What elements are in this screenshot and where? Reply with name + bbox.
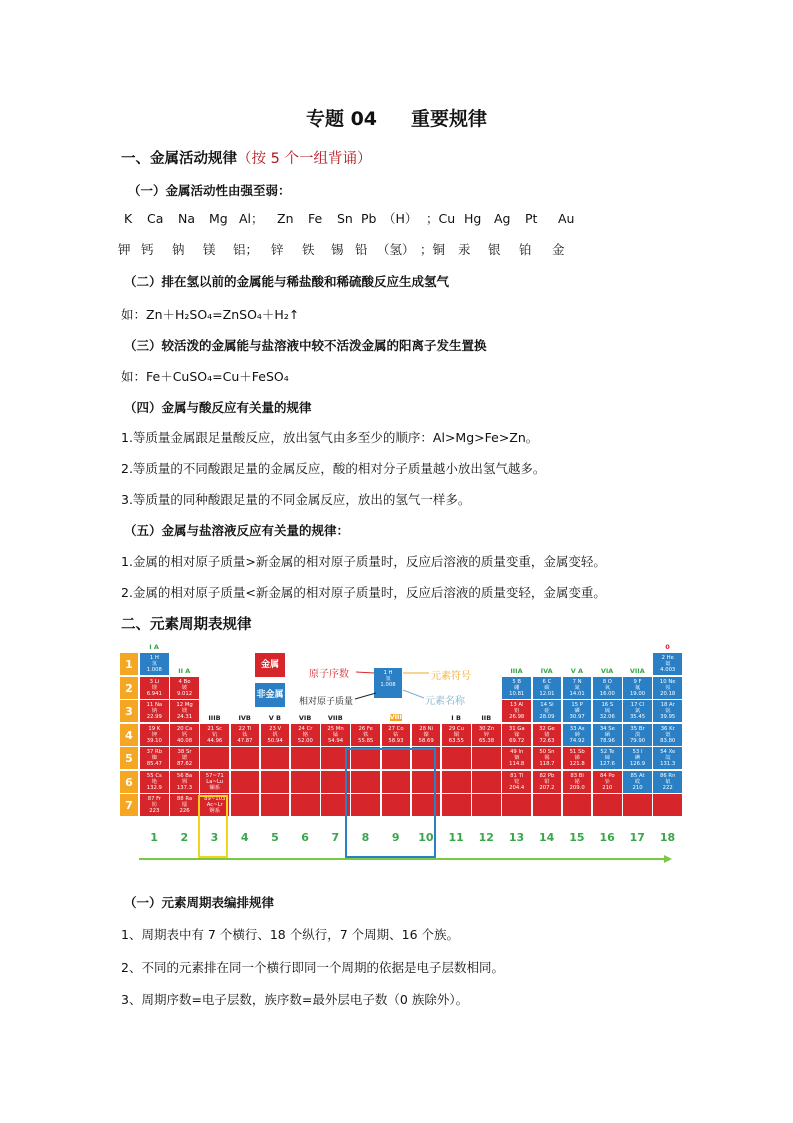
period-number: 5 [119,746,139,770]
element-c: 砷 [574,731,580,738]
names-10: ；铜 [420,242,446,257]
element-n: 6 C [542,678,552,685]
element-m: 55.85 [358,737,374,744]
s1-3-example: 如：Fe＋CuSO₄=Cu＋FeSO₄ [121,369,289,384]
element-m: 131.3 [660,761,676,768]
element-c: 硒 [604,731,610,738]
element-c: 铍 [181,684,188,691]
element-m: 58.69 [418,737,434,744]
element-n: 35 Br [630,725,645,732]
names-1: 钙 [141,242,154,257]
section1-note: （按 5 个一组背诵） [237,151,372,167]
element-n: 56 Ba [176,772,193,779]
element-n: 31 Ga [508,725,525,732]
group-number: 9 [391,830,400,844]
element-m: 209.0 [569,784,585,791]
element-c: 钪 [212,731,218,738]
element-c: 氩 [665,708,671,715]
s1-4-item-3: 3.等质量的同种酸跟足量的不同金属反应，放出的氢气一样多。 [121,492,471,507]
element-n: 38 Sr [177,749,192,755]
element-c: 镁 [181,708,188,715]
element-c: 锰 [332,731,339,738]
legend-name: 元素名称 [425,696,465,707]
element-c: 钡 [181,778,188,785]
element-m: 126.9 [629,761,646,768]
names-14: 金 [552,242,565,257]
element-m: 16.00 [599,690,615,697]
group-number: 10 [418,830,434,844]
element-c: 铜 [453,731,459,738]
symbols-11: Hg [464,211,482,226]
group-header: V B [268,713,282,722]
element-m: 22.99 [146,714,162,721]
legend-sample-top: 1 H [383,670,393,676]
element-m: 121.8 [569,761,585,768]
element-n: 83 Bi [570,772,584,779]
s1-3-heading: （三）较活泼的金属能与盐溶液中较不活泼金属的阳离子发生置换 [124,338,487,353]
element-c: 镓 [514,731,520,738]
element-n: 16 S [601,702,614,708]
element-c: 铯 [151,778,157,785]
element-n: 11 Na [146,702,163,708]
element-m: 39.95 [660,714,676,721]
element-m: 74.92 [569,737,585,744]
element-c: 氡 [665,778,671,785]
names-7: 锡 [331,242,344,257]
s1-5-item-2: 2.金属的相对原子质量<新金属的相对原子质量时，反应后溶液的质量变轻，金属变重。 [121,585,606,600]
element-n: 18 Ar [660,702,675,708]
symbols-10: ；Cu [426,211,456,226]
period-number: 3 [119,699,139,723]
group-header: VIIB [327,713,343,722]
element-c: 铅 [544,778,550,785]
element-n: 14 Si [540,702,554,708]
group-number: 18 [659,830,676,844]
element-c: 铟 [514,755,520,762]
element-m: 35.45 [629,714,646,721]
element-m: 226 [179,808,190,815]
symbols-9: （H） [383,211,418,226]
element-c: 锡 [544,755,550,762]
element-c: 铬 [302,731,308,738]
element-n: 57~71 [205,772,224,779]
element-n: 50 Sn [539,749,555,755]
element-n: 22 Ti [238,725,252,732]
element-c: 钙 [181,731,188,738]
group-header: IIB [481,713,492,722]
element-n: 3 Li [149,678,160,685]
element-m: 6.941 [146,690,162,697]
element-c: 砹 [634,778,641,785]
element-n: 28 Ni [419,725,434,732]
element-n: 2 He [661,655,674,661]
group-number: 17 [629,830,645,844]
element-m: 132.9 [146,784,162,791]
s2-1-item-3: 3、周期序数=电子层数，族序数=最外层电子数（0 族除外）。 [121,992,469,1007]
element-m: 50.94 [267,737,283,744]
element-n: 13 Al [509,702,524,708]
activity-names-row [118,240,580,258]
element-n: 25 Mn [327,725,344,732]
group-number: 13 [508,830,525,844]
element-m: 127.6 [599,761,615,768]
element-c: 溴 [634,731,641,738]
group-header: VIIA [629,666,645,675]
element-c: 硫 [604,708,610,715]
s1-5-item-1: 1.金属的相对原子质量>新金属的相对原子质量时，反应后溶液的质量变重，金属变轻。 [121,554,606,569]
element-c: 氧 [604,684,610,691]
element-m: 54.94 [327,737,344,744]
element-m: 223 [149,808,160,815]
group-header: IIIA [510,666,523,675]
group-header: VIII [389,712,402,721]
element-c: La~Lu [206,778,224,785]
s2-1-heading: （一）元素周期表编排规律 [124,895,275,910]
symbols-5: Zn [277,211,294,226]
element-n: 49 In [510,749,524,755]
element-m: 4.003 [660,667,676,674]
names-13: 铂 [519,242,532,257]
element-m: 118.7 [539,761,555,768]
element-m: 69.72 [509,737,525,744]
element-n: 32 Ge [539,725,555,732]
element-m: 44.96 [207,737,223,744]
period-number: 1 [119,652,139,676]
s1-2-heading: （二）排在氢以前的金属能与稀盐酸和稀硫酸反应生成氢气 [124,274,450,289]
element-n: 15 P [571,702,583,708]
symbols-14: Au [558,211,575,226]
element-n: 1 H [149,655,159,661]
element-n: 88 Ra [176,796,193,802]
s1-1-heading: （一）金属活动性由强至弱： [128,183,291,198]
element-c: 氖 [665,684,671,691]
names-9: （氢） [377,242,415,257]
element-m: 24.31 [176,714,193,721]
element-c: 镍 [423,731,429,738]
group-number: 3 [210,830,219,844]
element-c: 磷 [574,708,580,715]
element-n: 82 Pb [539,772,555,779]
element-c: 锗 [544,731,550,738]
group-number: 11 [448,830,464,844]
element-n: 20 Ca [176,725,193,732]
element-c: 铁 [363,731,369,738]
element-n: 37 Rb [146,749,163,755]
element-m: 锕系 [209,808,221,815]
element-m: 39.10 [146,737,162,744]
element-c: 镭 [181,802,188,809]
element-c: 氪 [665,731,671,738]
element-n: 87 Fr [147,796,161,802]
element-m: 79.90 [629,737,646,744]
element-c: 氙 [665,755,671,762]
element-n: 84 Po [600,772,615,779]
legend-nonmetal: 非金属 [255,683,285,707]
symbols-1: Ca [147,211,164,226]
element-n: 17 Cl [630,702,645,708]
element-n: 30 Zn [478,725,495,732]
element-m: 63.55 [448,737,464,744]
element-m: 210 [602,784,613,791]
element-n: 85 At [630,772,645,779]
element-c: 铊 [514,778,520,785]
legend-atomic-number: 原子序数 [309,669,349,680]
group-number: 16 [599,830,615,844]
element-n: 29 Cu [448,725,465,732]
element-n: 52 Te [600,749,615,755]
element-m: 83.80 [660,737,676,744]
element-m: 26.98 [509,714,525,721]
group-number: 7 [331,830,340,844]
element-m: 镧系 [209,784,221,791]
period-number: 2 [119,676,139,700]
title-prefix: 专题 04 [305,108,378,130]
legend-sample-bot: 1.008 [380,682,396,689]
names-0: 钾 [118,242,131,257]
element-m: 40.08 [176,737,193,744]
element-m: 137.3 [176,784,193,791]
element-n: 12 Mg [176,702,193,708]
element-m: 19.00 [629,690,646,697]
group-header: IVB [238,713,251,722]
group-axis-arrow [119,642,672,867]
element-c: Ac~Lr [206,802,223,809]
section2-heading: 二、元素周期表规律 [121,617,252,633]
element-m: 85.47 [146,761,162,768]
element-m: 114.8 [509,761,525,768]
group-number: 12 [478,830,494,844]
element-c: 铋 [574,778,580,785]
element-n: 86 Rn [660,772,676,779]
element-n: 5 B [512,678,522,685]
element-c: 钾 [151,731,157,738]
symbols-13: Pt [525,211,538,226]
element-m: 10.81 [509,690,525,697]
element-m: 72.63 [539,737,555,744]
element-m: 9.012 [176,690,193,697]
element-c: 锑 [574,755,580,762]
element-n: 36 Kr [660,725,675,732]
page-title [0,104,793,131]
element-n: 24 Cr [298,725,313,732]
period-number: 4 [119,723,139,747]
group-number: 6 [301,830,309,844]
element-m: 65.38 [478,737,495,744]
symbols-3: Mg [209,211,228,226]
activity-symbols-row [124,209,586,227]
element-c: 锌 [483,731,490,738]
names-6: 铁 [302,242,315,257]
group-header: VIB [298,713,312,722]
element-n: 27 Co [388,725,404,732]
element-n: 34 Se [599,725,615,732]
element-m: 12.01 [539,690,555,697]
element-m: 58.93 [388,737,404,744]
title-main: 重要规律 [411,108,488,130]
group-header: I B [451,713,461,722]
element-c: 锂 [151,684,157,691]
element-n: 81 Tl [510,772,524,779]
names-12: 银 [488,242,501,257]
element-m: 204.4 [509,784,525,791]
period-number: 6 [119,770,139,794]
s1-4-item-2: 2.等质量的不同酸跟足量的金属反应，酸的相对分子质量越小放出氢气越多。 [121,461,546,476]
group-header: II A [178,666,191,675]
element-m: 14.01 [569,690,585,697]
element-c: 氮 [574,684,580,691]
element-n: 8 O [602,678,612,685]
names-5: 锌 [271,242,284,257]
periodic-table [119,642,676,867]
element-c: 硼 [514,684,520,691]
element-c: 钫 [151,802,157,809]
element-c: 氟 [634,684,641,691]
element-c: 铷 [151,755,157,762]
element-m: 1.008 [146,667,162,674]
element-m: 20.18 [660,690,676,697]
symbols-4: Al； [239,211,264,226]
element-m: 28.09 [539,714,555,721]
group-header: IIIB [208,713,221,722]
element-n: 21 Sc [207,725,223,732]
element-c: 钒 [272,731,278,738]
group-number: 14 [539,830,555,844]
s1-5-heading: （五）金属与盐溶液反应有关量的规律： [124,523,350,538]
element-m: 207.2 [539,784,555,791]
group-header: IVA [540,666,553,675]
s1-4-item-1: 1.等质量金属跟足量酸反应，放出氢气由多至少的顺序：Al>Mg>Fe>Zn。 [121,430,539,445]
element-m: 210 [632,784,643,791]
group-number: 4 [240,830,249,844]
element-c: 碲 [604,755,610,762]
names-4: 铝； [233,242,259,257]
names-2: 钠 [172,242,185,257]
element-n: 23 V [269,725,282,732]
element-c: 钛 [242,731,248,738]
element-n: 33 As [569,725,585,732]
element-c: 钠 [151,708,157,715]
element-m: 52.00 [297,737,313,744]
symbols-6: Fe [308,211,323,226]
element-c: 铝 [514,708,520,715]
element-n: 4 Be [178,678,191,685]
element-m: 47.87 [237,737,253,744]
element-n: 7 N [572,678,582,685]
section1-heading [121,147,371,168]
element-n: 54 Xe [660,749,676,755]
group-header: VIA [600,666,614,675]
group-number: 2 [180,830,189,844]
element-m: 32.06 [599,714,615,721]
element-n: 89~103 [204,796,226,802]
s1-4-heading: （四）金属与酸反应有关量的规律 [124,400,312,415]
element-c: 氯 [634,708,641,715]
element-c: 碘 [634,755,641,762]
s2-1-item-1: 1、周期表中有 7 个横行、18 个纵行，7 个周期、16 个族。 [121,927,460,942]
group-header: 0 [665,643,670,651]
element-m: 87.62 [176,761,193,768]
group-number: 5 [271,830,279,844]
group-number: 1 [150,830,158,844]
group-number: 8 [361,830,370,844]
element-n: 53 I [632,749,643,755]
period-number: 7 [119,793,139,817]
element-c: 硅 [544,708,550,715]
group-number: 15 [569,830,585,844]
names-11: 汞 [458,242,471,257]
element-n: 55 Cs [146,772,162,779]
element-n: 10 Ne [659,678,676,685]
legend-sample-mid: 氢 [385,676,391,683]
element-c: 氢 [151,661,157,668]
element-m: 30.97 [569,714,585,721]
section1-title: 一、金属活动规律 [121,151,237,167]
symbols-0: K [124,211,133,226]
names-8: 铅 [355,242,368,257]
group-header: V A [570,666,584,675]
legend-mass: 相对原子质量 [299,697,354,707]
legend-symbol: 元素符号 [431,671,471,682]
element-c: 碳 [544,684,550,691]
legend-metal: 金属 [255,653,285,677]
element-c: 钴 [393,731,399,738]
symbols-2: Na [178,211,196,226]
element-n: 51 Sb [569,749,585,755]
element-n: 19 K [148,725,161,732]
group-header: I A [149,643,159,651]
symbols-8: Pb [361,211,377,226]
element-m: 78.96 [599,737,615,744]
element-n: 9 F [633,678,642,685]
s2-1-item-2: 2、不同的元素排在同一个横行即同一个周期的依据是电子层数相同。 [121,960,504,975]
element-c: 钋 [604,778,610,785]
s1-2-example: 如：Zn＋H₂SO₄=ZnSO₄＋H₂↑ [121,307,300,322]
element-c: 锶 [181,755,188,762]
element-m: 222 [662,784,673,791]
names-3: 镁 [203,242,216,257]
symbols-12: Ag [494,211,511,226]
symbols-7: Sn [337,211,353,226]
element-n: 26 Fe [358,725,373,732]
element-c: 氦 [665,661,671,668]
